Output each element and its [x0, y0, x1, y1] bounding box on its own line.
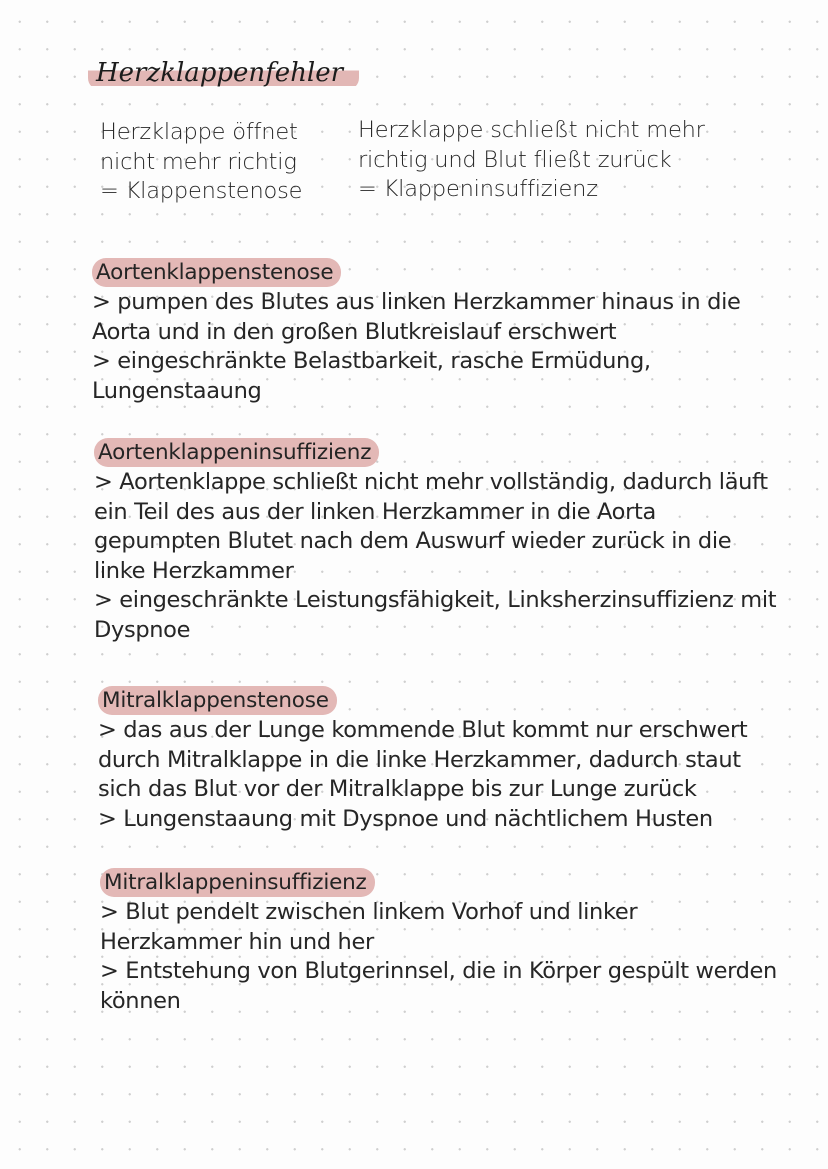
section-line: Aorta und in den großen Blutkreislauf erschwert [92, 318, 617, 345]
section-line: Dyspnoe [94, 616, 191, 643]
section-line: durch Mitralklappe in die linke Herzkammer, dadurch staut [98, 746, 741, 773]
section-heading: Mitralklappenstenose [98, 686, 337, 715]
section-line: Herzkammer hin und her [100, 928, 374, 955]
section-line: > Blut pendelt zwischen linkem Vorhof und linker [100, 899, 638, 925]
section-heading: Mitralklappeninsuffizienz [100, 868, 375, 897]
definition-stenosis [100, 118, 302, 207]
definition-line: richtig und Blut fließt zurück [358, 146, 672, 173]
section-line: Lungenstaaung [92, 377, 262, 404]
section-heading: Aortenklappenstenose [92, 258, 341, 287]
section-mitralklappeninsuffizienz [100, 868, 800, 1016]
definition-line: Herzklappe öffnet [100, 119, 298, 145]
section-line: > eingeschränkte Belastbarkeit, rasche Ermüdung, [92, 348, 651, 374]
section-line: gepumpten Blutet nach dem Auswurf wieder zurück in die [94, 528, 732, 554]
section-line: linke Herzkammer [94, 557, 294, 584]
definition-line: = Klappenstenose [100, 178, 303, 204]
section-line: können [100, 987, 181, 1014]
section-aortenklappenstenose [92, 258, 792, 406]
page-title: Herzklappenfehler [88, 56, 359, 90]
section-line: ein Teil des aus der linken Herzkammer in die Aorta [94, 498, 656, 525]
definition-line: Herzklappe schließt nicht mehr [358, 117, 705, 143]
section-aortenklappeninsuffizienz [94, 438, 794, 645]
section-line: sich das Blut vor der Mitralklappe bis zur Lunge zurück [98, 776, 697, 802]
definition-line: nicht mehr richtig [100, 148, 297, 175]
section-mitralklappenstenose [98, 686, 798, 834]
section-line: > Entstehung von Blutgerinnsel, die in Körper gespült werden [100, 958, 777, 984]
definition-line: = Klappeninsuffizienz [358, 176, 598, 202]
section-line: > Lungenstaaung mit Dyspnoe und nächtlichem Husten [98, 805, 713, 832]
definition-insufficiency [358, 116, 705, 205]
section-heading: Aortenklappeninsuffizienz [94, 438, 379, 467]
section-line: > eingeschränkte Leistungsfähigkeit, Linksherzinsuffizienz mit [94, 587, 777, 613]
section-line: > Aortenklappe schließt nicht mehr vollständig, dadurch läuft [94, 469, 768, 495]
section-line: > das aus der Lunge kommende Blut kommt nur erschwert [98, 717, 748, 743]
section-line: > pumpen des Blutes aus linken Herzkammer hinaus in die [92, 289, 741, 315]
